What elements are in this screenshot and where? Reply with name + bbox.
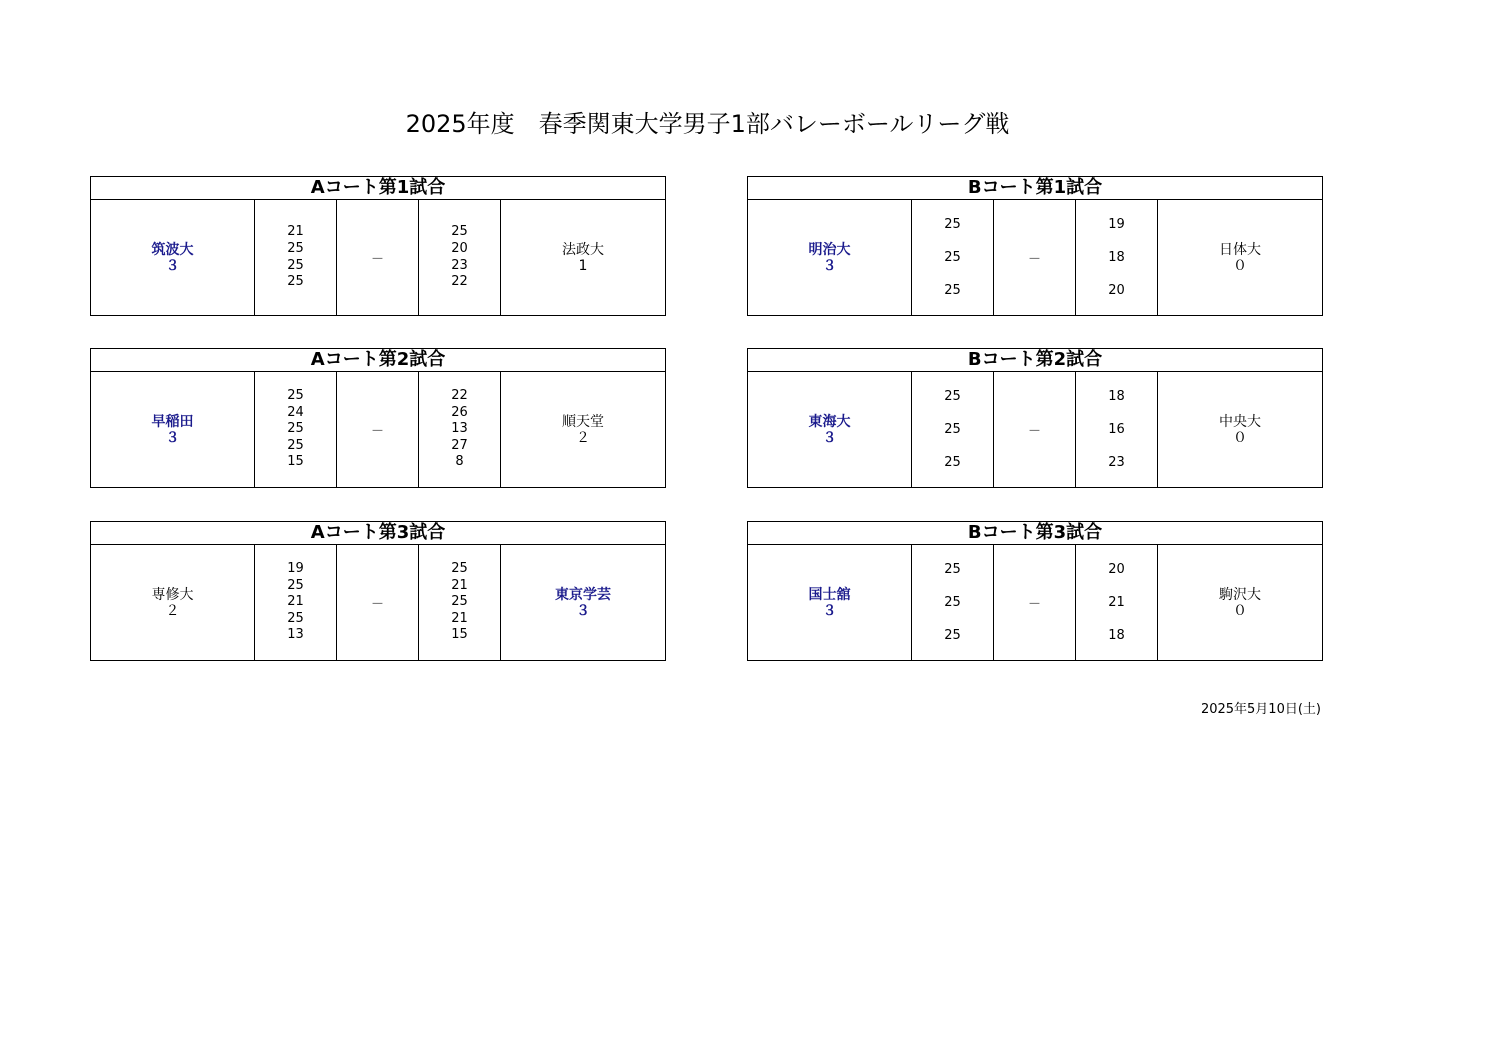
set-score: 26 <box>451 404 468 420</box>
set-score: 20 <box>1108 283 1125 298</box>
set-score: 25 <box>287 577 304 593</box>
team-left <box>91 200 255 315</box>
set-score: 21 <box>1108 595 1125 610</box>
set-score: 23 <box>1108 455 1125 470</box>
set-score: 25 <box>944 595 961 610</box>
set-scores-right <box>419 545 501 660</box>
team-right-name: 順天堂 <box>562 413 604 430</box>
match-table <box>747 176 1323 316</box>
set-score: 21 <box>287 224 304 240</box>
set-score: 25 <box>944 422 961 437</box>
team-right-sets-won: ３ <box>576 602 590 619</box>
score-separator <box>994 545 1076 660</box>
team-right-sets-won: ０ <box>1233 429 1247 446</box>
dash-symbol: － <box>370 424 384 439</box>
set-score: 15 <box>287 454 304 470</box>
set-score: 25 <box>451 561 468 577</box>
match-body <box>748 372 1322 487</box>
team-left-name: 明治大 <box>808 241 851 258</box>
set-score: 22 <box>451 274 468 290</box>
set-score: 21 <box>287 594 304 610</box>
team-left-name: 東海大 <box>808 413 851 430</box>
team-right <box>1158 372 1322 487</box>
team-right-name: 東京学芸 <box>555 586 611 603</box>
team-left-sets-won: ２ <box>165 602 180 619</box>
match-table <box>90 348 666 488</box>
match-header: Bコート第3試合 <box>748 522 1322 545</box>
set-score: 25 <box>451 594 468 610</box>
set-score: 25 <box>287 437 304 453</box>
match-body <box>748 545 1322 660</box>
set-score: 15 <box>451 627 468 643</box>
match-header: Aコート第2試合 <box>91 349 665 372</box>
set-scores-left <box>255 545 337 660</box>
match-body <box>91 545 665 660</box>
set-score: 21 <box>451 610 468 626</box>
set-scores-right <box>1076 200 1158 315</box>
team-left <box>748 200 912 315</box>
set-score: 25 <box>287 388 304 404</box>
match-table <box>747 521 1323 661</box>
set-score: 21 <box>451 577 468 593</box>
dash-symbol: － <box>370 252 384 267</box>
set-score: 16 <box>1108 422 1125 437</box>
set-score: 20 <box>451 240 468 256</box>
team-left <box>91 372 255 487</box>
match-table <box>747 348 1323 488</box>
team-left-sets-won: ３ <box>822 602 837 619</box>
set-scores-left <box>912 545 994 660</box>
team-left <box>748 545 912 660</box>
set-score: 20 <box>1108 562 1125 577</box>
set-score: 18 <box>1108 250 1125 265</box>
team-right-sets-won: ０ <box>1233 602 1247 619</box>
set-score: 13 <box>451 421 468 437</box>
score-separator <box>994 372 1076 487</box>
match-header: Aコート第1試合 <box>91 177 665 200</box>
team-right <box>1158 200 1322 315</box>
set-scores-left <box>255 372 337 487</box>
set-score: 25 <box>944 389 961 404</box>
set-score: 25 <box>287 257 304 273</box>
team-left-sets-won: ３ <box>822 429 837 446</box>
team-left <box>91 545 255 660</box>
team-left-sets-won: ３ <box>165 257 180 274</box>
set-score: 8 <box>455 454 464 470</box>
dash-symbol: － <box>1027 424 1041 439</box>
match-header: Bコート第1試合 <box>748 177 1322 200</box>
set-scores-left <box>912 372 994 487</box>
team-right <box>501 372 665 487</box>
set-score: 25 <box>287 240 304 256</box>
score-separator <box>337 372 419 487</box>
score-separator <box>994 200 1076 315</box>
team-left-name: 早稲田 <box>151 413 194 430</box>
team-right <box>501 545 665 660</box>
team-left-sets-won: ３ <box>822 257 837 274</box>
set-scores-left <box>255 200 337 315</box>
match-table <box>90 521 666 661</box>
dash-symbol: － <box>370 597 384 612</box>
set-scores-right <box>1076 545 1158 660</box>
match-header: Aコート第3試合 <box>91 522 665 545</box>
set-scores-right <box>1076 372 1158 487</box>
team-right <box>501 200 665 315</box>
dash-symbol: － <box>1027 597 1041 612</box>
set-score: 13 <box>287 627 304 643</box>
team-right-name: 日体大 <box>1219 241 1261 258</box>
set-scores-right <box>419 372 501 487</box>
page-title: 2025年度 春季関東大学男子1部バレーボールリーグ戦 <box>405 110 1010 138</box>
set-score: 18 <box>1108 389 1125 404</box>
match-table <box>90 176 666 316</box>
match-header: Bコート第2試合 <box>748 349 1322 372</box>
team-right-sets-won: ０ <box>1233 257 1247 274</box>
set-score: 25 <box>944 628 961 643</box>
set-score: 25 <box>451 224 468 240</box>
set-score: 25 <box>944 283 961 298</box>
set-scores-left <box>912 200 994 315</box>
set-score: 25 <box>944 217 961 232</box>
set-score: 25 <box>287 421 304 437</box>
team-left-name: 国士舘 <box>808 586 851 603</box>
score-separator <box>337 545 419 660</box>
team-right-name: 駒沢大 <box>1219 586 1261 603</box>
team-left <box>748 372 912 487</box>
set-score: 23 <box>451 257 468 273</box>
score-separator <box>337 200 419 315</box>
set-score: 19 <box>287 561 304 577</box>
team-right-name: 法政大 <box>562 241 604 258</box>
team-right <box>1158 545 1322 660</box>
set-score: 25 <box>287 274 304 290</box>
set-score: 25 <box>944 455 961 470</box>
set-score: 25 <box>287 610 304 626</box>
team-right-sets-won: 1 <box>578 257 588 274</box>
team-right-sets-won: ２ <box>576 429 590 446</box>
set-score: 25 <box>944 562 961 577</box>
team-left-name: 専修大 <box>151 586 194 603</box>
team-right-name: 中央大 <box>1219 413 1261 430</box>
set-score: 19 <box>1108 217 1125 232</box>
dash-symbol: － <box>1027 252 1041 267</box>
set-score: 24 <box>287 404 304 420</box>
set-score: 22 <box>451 388 468 404</box>
set-score: 27 <box>451 437 468 453</box>
set-score: 18 <box>1108 628 1125 643</box>
match-body <box>91 200 665 315</box>
match-body <box>748 200 1322 315</box>
team-left-name: 筑波大 <box>151 241 194 258</box>
match-date: 2025年5月10日(土) <box>1200 702 1321 717</box>
match-body <box>91 372 665 487</box>
set-score: 25 <box>944 250 961 265</box>
set-scores-right <box>419 200 501 315</box>
team-left-sets-won: ３ <box>165 429 180 446</box>
